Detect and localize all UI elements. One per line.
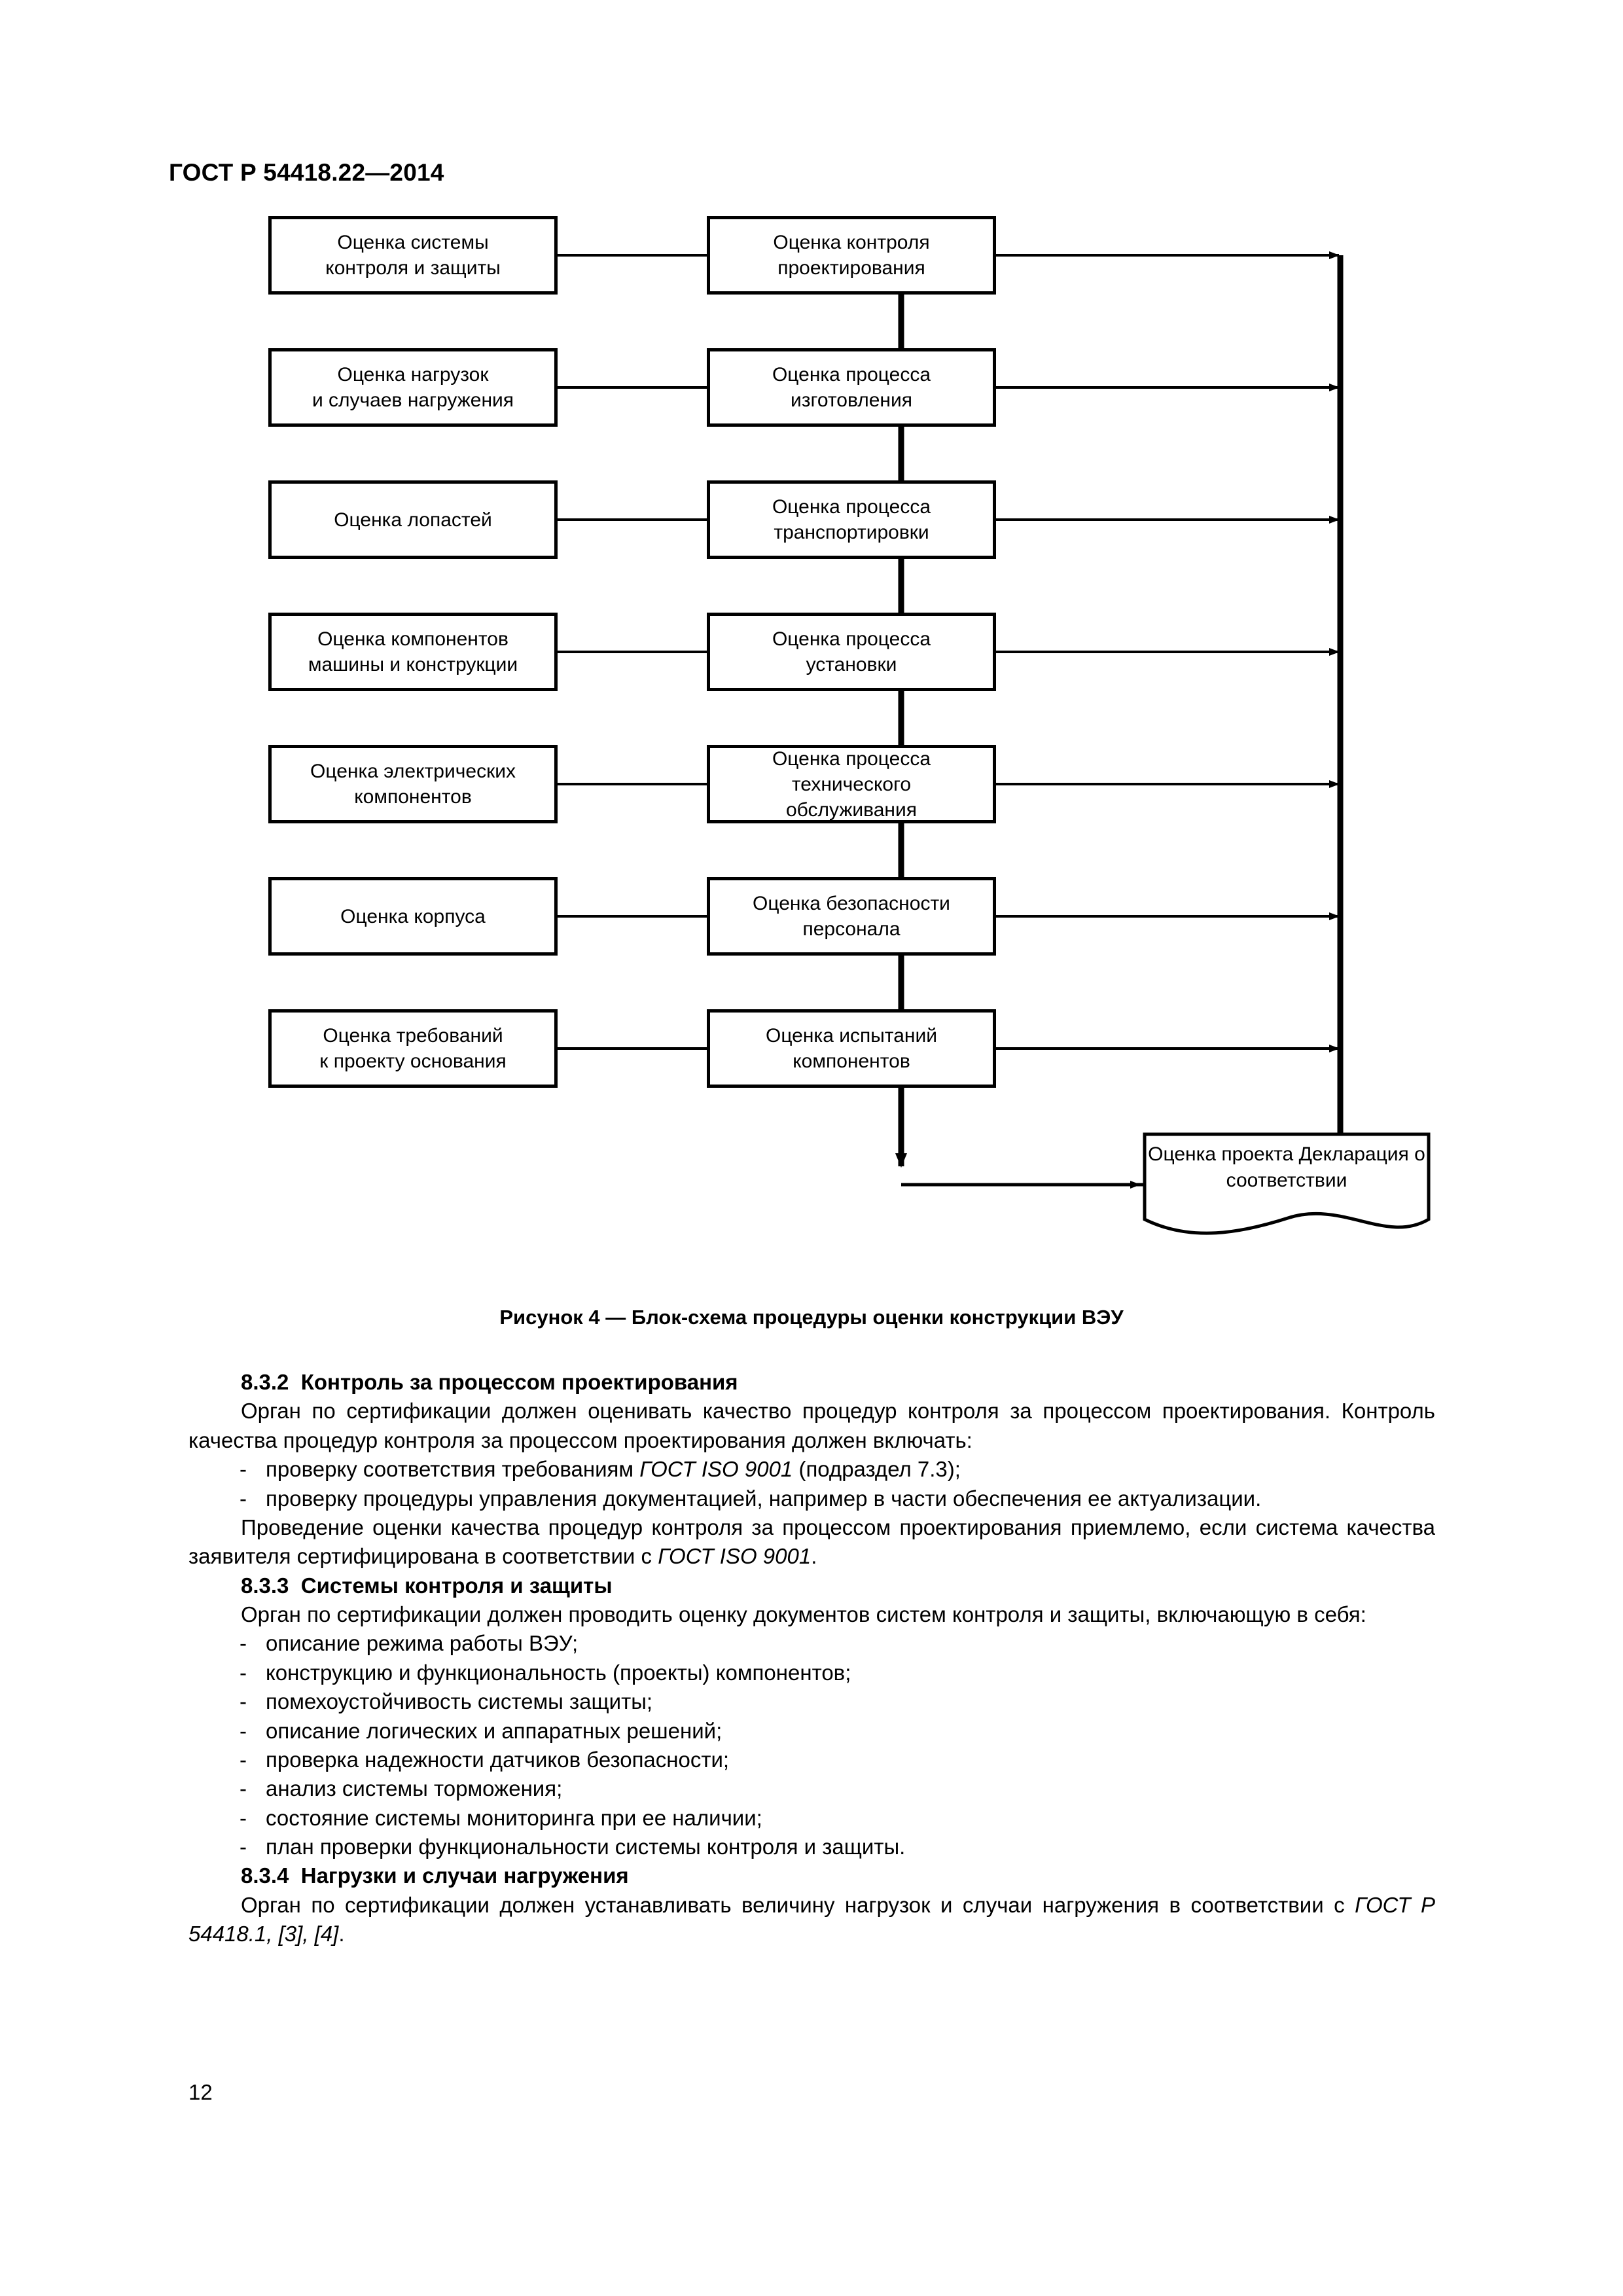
bullet-8-3-2-1-post: (подраздел 7.3); <box>793 1457 961 1482</box>
heading-8-3-4-number: 8.3.4 <box>241 1863 289 1888</box>
flow-box-left-1-line1: Оценка системы <box>337 232 489 253</box>
flow-box-right-2-line2: изготовления <box>791 389 912 411</box>
flow-box-left-5-line2: компонентов <box>354 786 472 808</box>
heading-8-3-3-number: 8.3.3 <box>241 1573 289 1598</box>
flow-box-right-1 <box>707 216 996 295</box>
bullet-marker: - <box>240 1747 247 1772</box>
flow-box-right-7 <box>707 1009 996 1088</box>
flow-box-left-6-line1: Оценка корпуса <box>340 905 486 927</box>
flow-box-right-5-line1: Оценка процесса <box>772 747 931 770</box>
flow-box-left-4-line2: машины и конструкции <box>308 654 518 675</box>
flow-box-left-2-line1: Оценка нагрузок <box>337 364 489 386</box>
flow-box-right-6 <box>707 877 996 956</box>
flow-box-right-5 <box>707 745 996 823</box>
flow-box-right-4-line1: Оценка процесса <box>772 628 931 650</box>
bullet-8-3-3-2 <box>188 1659 1435 1687</box>
bullet-8-3-3-2-text: конструкцию и функциональность (проекты) компонентов; <box>266 1660 851 1685</box>
flow-box-right-7-line1: Оценка испытаний <box>766 1025 937 1047</box>
bullet-8-3-3-4-text: описание логических и аппаратных решений; <box>266 1718 722 1743</box>
flow-box-right-5-line3: обслуживания <box>785 798 918 821</box>
flow-box-left-4 <box>268 613 558 691</box>
heading-8-3-3-title: Системы контроля и защиты <box>300 1573 613 1598</box>
flow-box-left-3 <box>268 480 558 559</box>
paragraph-8-3-3-1: Орган по сертификации должен проводить оценку документов систем контроля и защиты, включающую в себя: <box>241 1602 1366 1626</box>
bullet-marker: - <box>240 1631 247 1656</box>
flow-box-left-7 <box>268 1009 558 1088</box>
heading-8-3-2-number: 8.3.2 <box>241 1370 289 1394</box>
bullet-8-3-2-2-text: проверку процедуры управления документацией, например в части обеспечения ее актуализации. <box>266 1486 1262 1511</box>
heading-8-3-2-title: Контроль за процессом проектирования <box>300 1370 738 1394</box>
bullet-marker: - <box>240 1660 247 1685</box>
bullet-8-3-3-3-text: помехоустойчивость системы защиты; <box>266 1689 653 1714</box>
flow-box-left-2 <box>268 348 558 427</box>
paragraph-8-3-2-2 <box>188 1513 1435 1571</box>
bullet-8-3-3-7-text: состояние системы мониторинга при ее наличии; <box>266 1805 762 1830</box>
bullet-8-3-3-4 <box>188 1717 1435 1746</box>
paragraph-8-3-4-1-ref: ГОСТ Р 54418.1, [3], [4] <box>188 1892 1435 1946</box>
heading-8-3-4 <box>188 1861 1435 1890</box>
paragraph-8-3-2-2-post: . <box>811 1544 817 1569</box>
heading-8-3-2 <box>188 1368 1435 1397</box>
bullet-marker: - <box>240 1776 247 1801</box>
flow-box-right-1-line1: Оценка контроля <box>773 232 930 253</box>
bullet-8-3-3-5-text: проверка надежности датчиков безопасности; <box>266 1747 730 1772</box>
bullet-8-3-2-1 <box>188 1455 1435 1484</box>
paragraph-8-3-4-1-post: . <box>338 1922 345 1946</box>
bullet-marker: - <box>240 1457 247 1482</box>
flow-box-left-1-line2: контроля и защиты <box>325 257 501 279</box>
paragraph-8-3-2-2-ref: ГОСТ ISO 9001 <box>658 1544 812 1569</box>
bullet-8-3-3-1 <box>188 1629 1435 1658</box>
flow-box-left-3-line1: Оценка лопастей <box>334 509 492 531</box>
flow-box-right-3-line2: транспортировки <box>774 522 929 543</box>
flow-box-left-6 <box>268 877 558 956</box>
flow-box-left-4-line1: Оценка компонентов <box>317 628 508 650</box>
bullet-marker: - <box>240 1486 247 1511</box>
flow-box-right-7-line2: компонентов <box>793 1050 910 1072</box>
flow-box-right-2-line1: Оценка процесса <box>772 364 931 386</box>
paragraph-8-3-2-2-pre: Проведение оценки качества процедур контроля за процессом проектирования приемлемо, если система качества заявителя сертифицирована в соответствии с <box>188 1515 1435 1569</box>
flow-result-line1: Оценка проекта <box>1148 1143 1294 1165</box>
flow-result-line2: Декларация <box>1298 1143 1409 1165</box>
flowchart-figure <box>0 216 1623 1263</box>
body-text <box>188 1368 1435 1949</box>
flow-result-document-node <box>1143 1132 1431 1237</box>
heading-8-3-4-title: Нагрузки и случаи нагружения <box>300 1863 629 1888</box>
bullet-marker: - <box>240 1805 247 1830</box>
bullet-8-3-3-1-text: описание режима работы ВЭУ; <box>266 1631 579 1656</box>
bullet-8-3-3-7 <box>188 1804 1435 1833</box>
flow-result-line3: о соответствии <box>1226 1143 1425 1191</box>
bullet-8-3-2-1-pre: проверку соответствия требованиям <box>266 1457 640 1482</box>
flow-box-right-4-line2: установки <box>806 654 897 675</box>
flow-box-right-6-line1: Оценка безопасности <box>753 893 950 914</box>
flow-box-left-5-line1: Оценка электрических <box>310 761 516 782</box>
flow-box-right-5-line2: технического <box>791 773 912 795</box>
figure-caption: Рисунок 4 — Блок-схема процедуры оценки конструкции ВЭУ <box>499 1306 1124 1329</box>
bullet-8-3-3-6-text: анализ системы торможения; <box>266 1776 563 1801</box>
paragraph-8-3-4-1-pre: Орган по сертификации должен устанавливать величину нагрузок и случаи нагружения в соответствии с <box>241 1892 1355 1917</box>
bullet-8-3-3-6 <box>188 1774 1435 1803</box>
bullet-8-3-2-2 <box>188 1484 1435 1513</box>
bullet-8-3-3-8 <box>188 1833 1435 1861</box>
page-title: ГОСТ Р 54418.22—2014 <box>169 159 444 186</box>
flow-box-left-2-line2: и случаев нагружения <box>312 389 514 411</box>
bullet-marker: - <box>240 1718 247 1743</box>
flow-box-left-7-line1: Оценка требований <box>323 1025 503 1047</box>
flow-box-left-1 <box>268 216 558 295</box>
flow-box-right-3-line1: Оценка процесса <box>772 496 931 518</box>
bullet-8-3-3-5 <box>188 1746 1435 1774</box>
bullet-8-3-3-8-text: план проверки функциональности системы контроля и защиты. <box>266 1835 906 1859</box>
bullet-marker: - <box>240 1689 247 1714</box>
flow-box-left-7-line2: к проекту основания <box>319 1050 507 1072</box>
paragraph-8-3-4-1 <box>188 1891 1435 1949</box>
flow-box-right-4 <box>707 613 996 691</box>
paragraph-8-3-2-1: Орган по сертификации должен оценивать качество процедур контроля за процессом проектирования. Контроль качества процедур контроля за процессом проектирования должен включать: <box>188 1399 1435 1452</box>
flow-box-right-6-line2: персонала <box>802 918 901 940</box>
bullet-8-3-2-1-ref: ГОСТ ISO 9001 <box>639 1457 793 1482</box>
flow-box-right-2 <box>707 348 996 427</box>
bullet-marker: - <box>240 1835 247 1859</box>
flow-box-right-3 <box>707 480 996 559</box>
page-number: 12 <box>188 2080 213 2104</box>
heading-8-3-3 <box>188 1571 1435 1600</box>
flow-box-right-1-line2: проектирования <box>777 257 925 279</box>
flow-box-left-5 <box>268 745 558 823</box>
bullet-8-3-3-3 <box>188 1687 1435 1716</box>
